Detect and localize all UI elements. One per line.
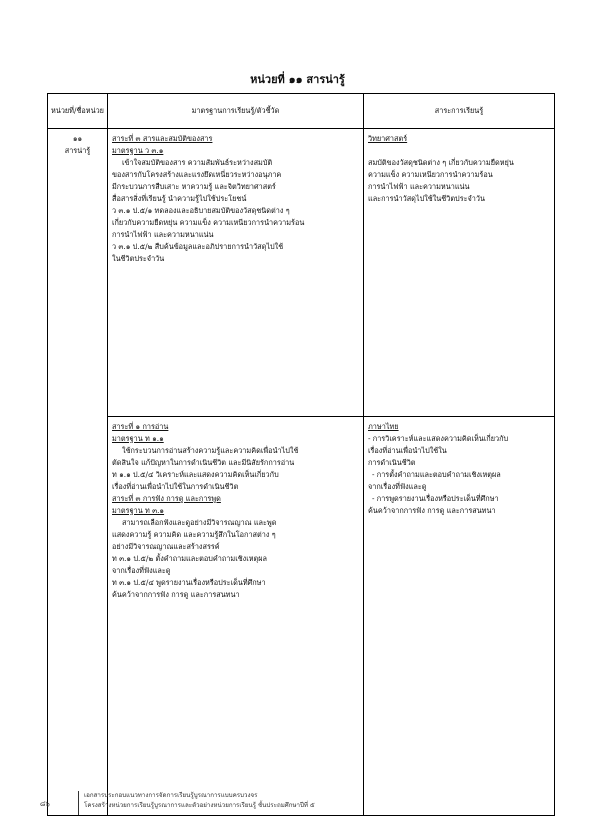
strand-heading: สาระที่ ๓ สารและสมบัติของสาร (112, 134, 213, 143)
content-text: ความแข็ง ความเหนียวการนำความร้อน (368, 170, 493, 179)
content-cell (364, 417, 555, 816)
page-footer (40, 791, 560, 821)
unit-number: ๑๑ (72, 134, 83, 143)
standard-text: สามารถเลือกฟังและดูอย่างมีวิจารณญาณ และพูด (122, 518, 277, 527)
unit-cell (48, 129, 108, 816)
subject-heading: ภาษาไทย (368, 422, 399, 431)
strand-heading: สาระที่ ๑ การอ่าน (112, 422, 169, 431)
content-text: - การพูดรายงานเรื่องหรือประเด็นที่ศึกษา (372, 494, 499, 503)
curriculum-table (47, 93, 555, 816)
footer-line: โครงสร้างหน่วยการเรียนรู้บูรณาการและตัวอย่างหน่วยการเรียนรู้ ชั้นประถมศึกษาปีที่ ๕ (84, 802, 315, 809)
indicator-text: จากเรื่องที่ฟังและดู (112, 566, 171, 575)
table-header-row (48, 94, 555, 129)
content-text: เรื่องที่อ่านเพื่อนำไปใช้ใน (368, 446, 447, 455)
standard-code: มาตรฐาน ท ๑.๑ (112, 434, 164, 443)
table-row (48, 417, 555, 816)
standards-cell (108, 417, 364, 816)
standard-text: อย่างมีวิจารณญาณและสร้างสรรค์ (112, 542, 220, 551)
content-text: การนำไฟฟ้า และความหนาแน่น (368, 182, 470, 191)
indicator-text: เรื่องที่อ่านเพื่อนำไปใช้ในการดำเนินชีวิต (112, 482, 239, 491)
content-text: สมบัติของวัสดุชนิดต่าง ๆ เกี่ยวกับความยืดหยุ่น (368, 158, 514, 167)
indicator: ท ๑.๑ ป.๕/๔ วิเคราะห์และแสดงความคิดเห็นเกี่ยวกับ (112, 470, 279, 479)
standard-text: ใช้กระบวนการอ่านสร้างความรู้และความคิดเพื่อนำไปใช้ (122, 446, 299, 455)
content-text: - การตั้งคำถามและตอบคำถามเชิงเหตุผล (372, 470, 501, 479)
strand-heading: สาระที่ ๓ การฟัง การดู และการพูด (112, 494, 221, 503)
content-text: และการนำวัสดุไปใช้ในชีวิตประจำวัน (368, 194, 485, 203)
unit-name: สารน่ารู้ (64, 146, 91, 155)
page-title: หน่วยที่ ๑๑ สารน่ารู้ (250, 73, 345, 86)
footer-text (84, 791, 315, 811)
standard-text: สื่อสารสิ่งที่เรียนรู้ นำความรู้ไปใช้ประโยชน์ (112, 194, 247, 203)
page-number: ๘๖ (40, 800, 50, 808)
header-unit: หน่วยที่/ชื่อหน่วย (48, 94, 108, 129)
footer-divider (78, 791, 79, 815)
standard-text: เข้าใจสมบัติของสาร ความสัมพันธ์ระหว่างสมบัติ (122, 158, 273, 167)
standard-text: แสดงความรู้ ความคิด และความรู้สึกในโอกาสต่าง ๆ (112, 530, 276, 539)
standard-text: ของสารกับโครงสร้างและแรงยึดเหนี่ยวระหว่างอนุภาค (112, 170, 282, 179)
content-text: จากเรื่องที่ฟังและดู (368, 482, 427, 491)
standard-code: มาตรฐาน ว ๓.๑ (112, 146, 164, 155)
subject-heading: วิทยาศาสตร์ (368, 134, 408, 143)
content-spacer (368, 145, 550, 157)
indicator: ว ๓.๑ ป.๕/๑ ทดลองและอธิบายสมบัติของวัสดุชนิดต่าง ๆ (112, 206, 290, 215)
standard-text: ตัดสินใจ แก้ปัญหาในการดำเนินชีวิต และมีนิสัยรักการอ่าน (112, 458, 295, 467)
footer-line: เอกสารประกอบแนวทางการจัดการเรียนรู้บูรณาการแบบครบวงจร (84, 792, 258, 799)
indicator-text: เกี่ยวกับความยืดหยุ่น ความแข็ง ความเหนียวการนำความร้อน (112, 218, 305, 227)
standard-text: มีกระบวนการสืบเสาะ หาความรู้ และจิตวิทยาศาสตร์ (112, 182, 276, 191)
content-cell (364, 129, 555, 417)
standards-cell (108, 129, 364, 417)
indicator-text: ค้นคว้าจากการฟัง การดู และการสนทนา (112, 590, 240, 599)
table-row (48, 129, 555, 417)
content-text: การดำเนินชีวิต (368, 458, 416, 467)
content-text: - การวิเคราะห์และแสดงความคิดเห็นเกี่ยวกับ (368, 434, 509, 443)
content-text: ค้นคว้าจากการฟัง การดู และการสนทนา (368, 506, 496, 515)
indicator: ว ๓.๑ ป.๕/๒ สืบค้นข้อมูลและอภิปรายการนำวัสดุไปใช้ (112, 242, 284, 251)
header-content: สาระการเรียนรู้ (364, 94, 555, 129)
header-standards: มาตรฐานการเรียนรู้/ตัวชี้วัด (108, 94, 364, 129)
indicator-text: การนำไฟฟ้า และความหนาแน่น (112, 230, 214, 239)
standard-code: มาตรฐาน ท ๓.๑ (112, 506, 165, 515)
indicator-text: ในชีวิตประจำวัน (112, 254, 165, 263)
indicator: ท ๓.๑ ป.๕/๔ พูดรายงานเรื่องหรือประเด็นที่ศึกษา (112, 578, 266, 587)
indicator: ท ๓.๑ ป.๕/๒ ตั้งคำถามและตอบคำถามเชิงเหตุผล (112, 554, 268, 563)
